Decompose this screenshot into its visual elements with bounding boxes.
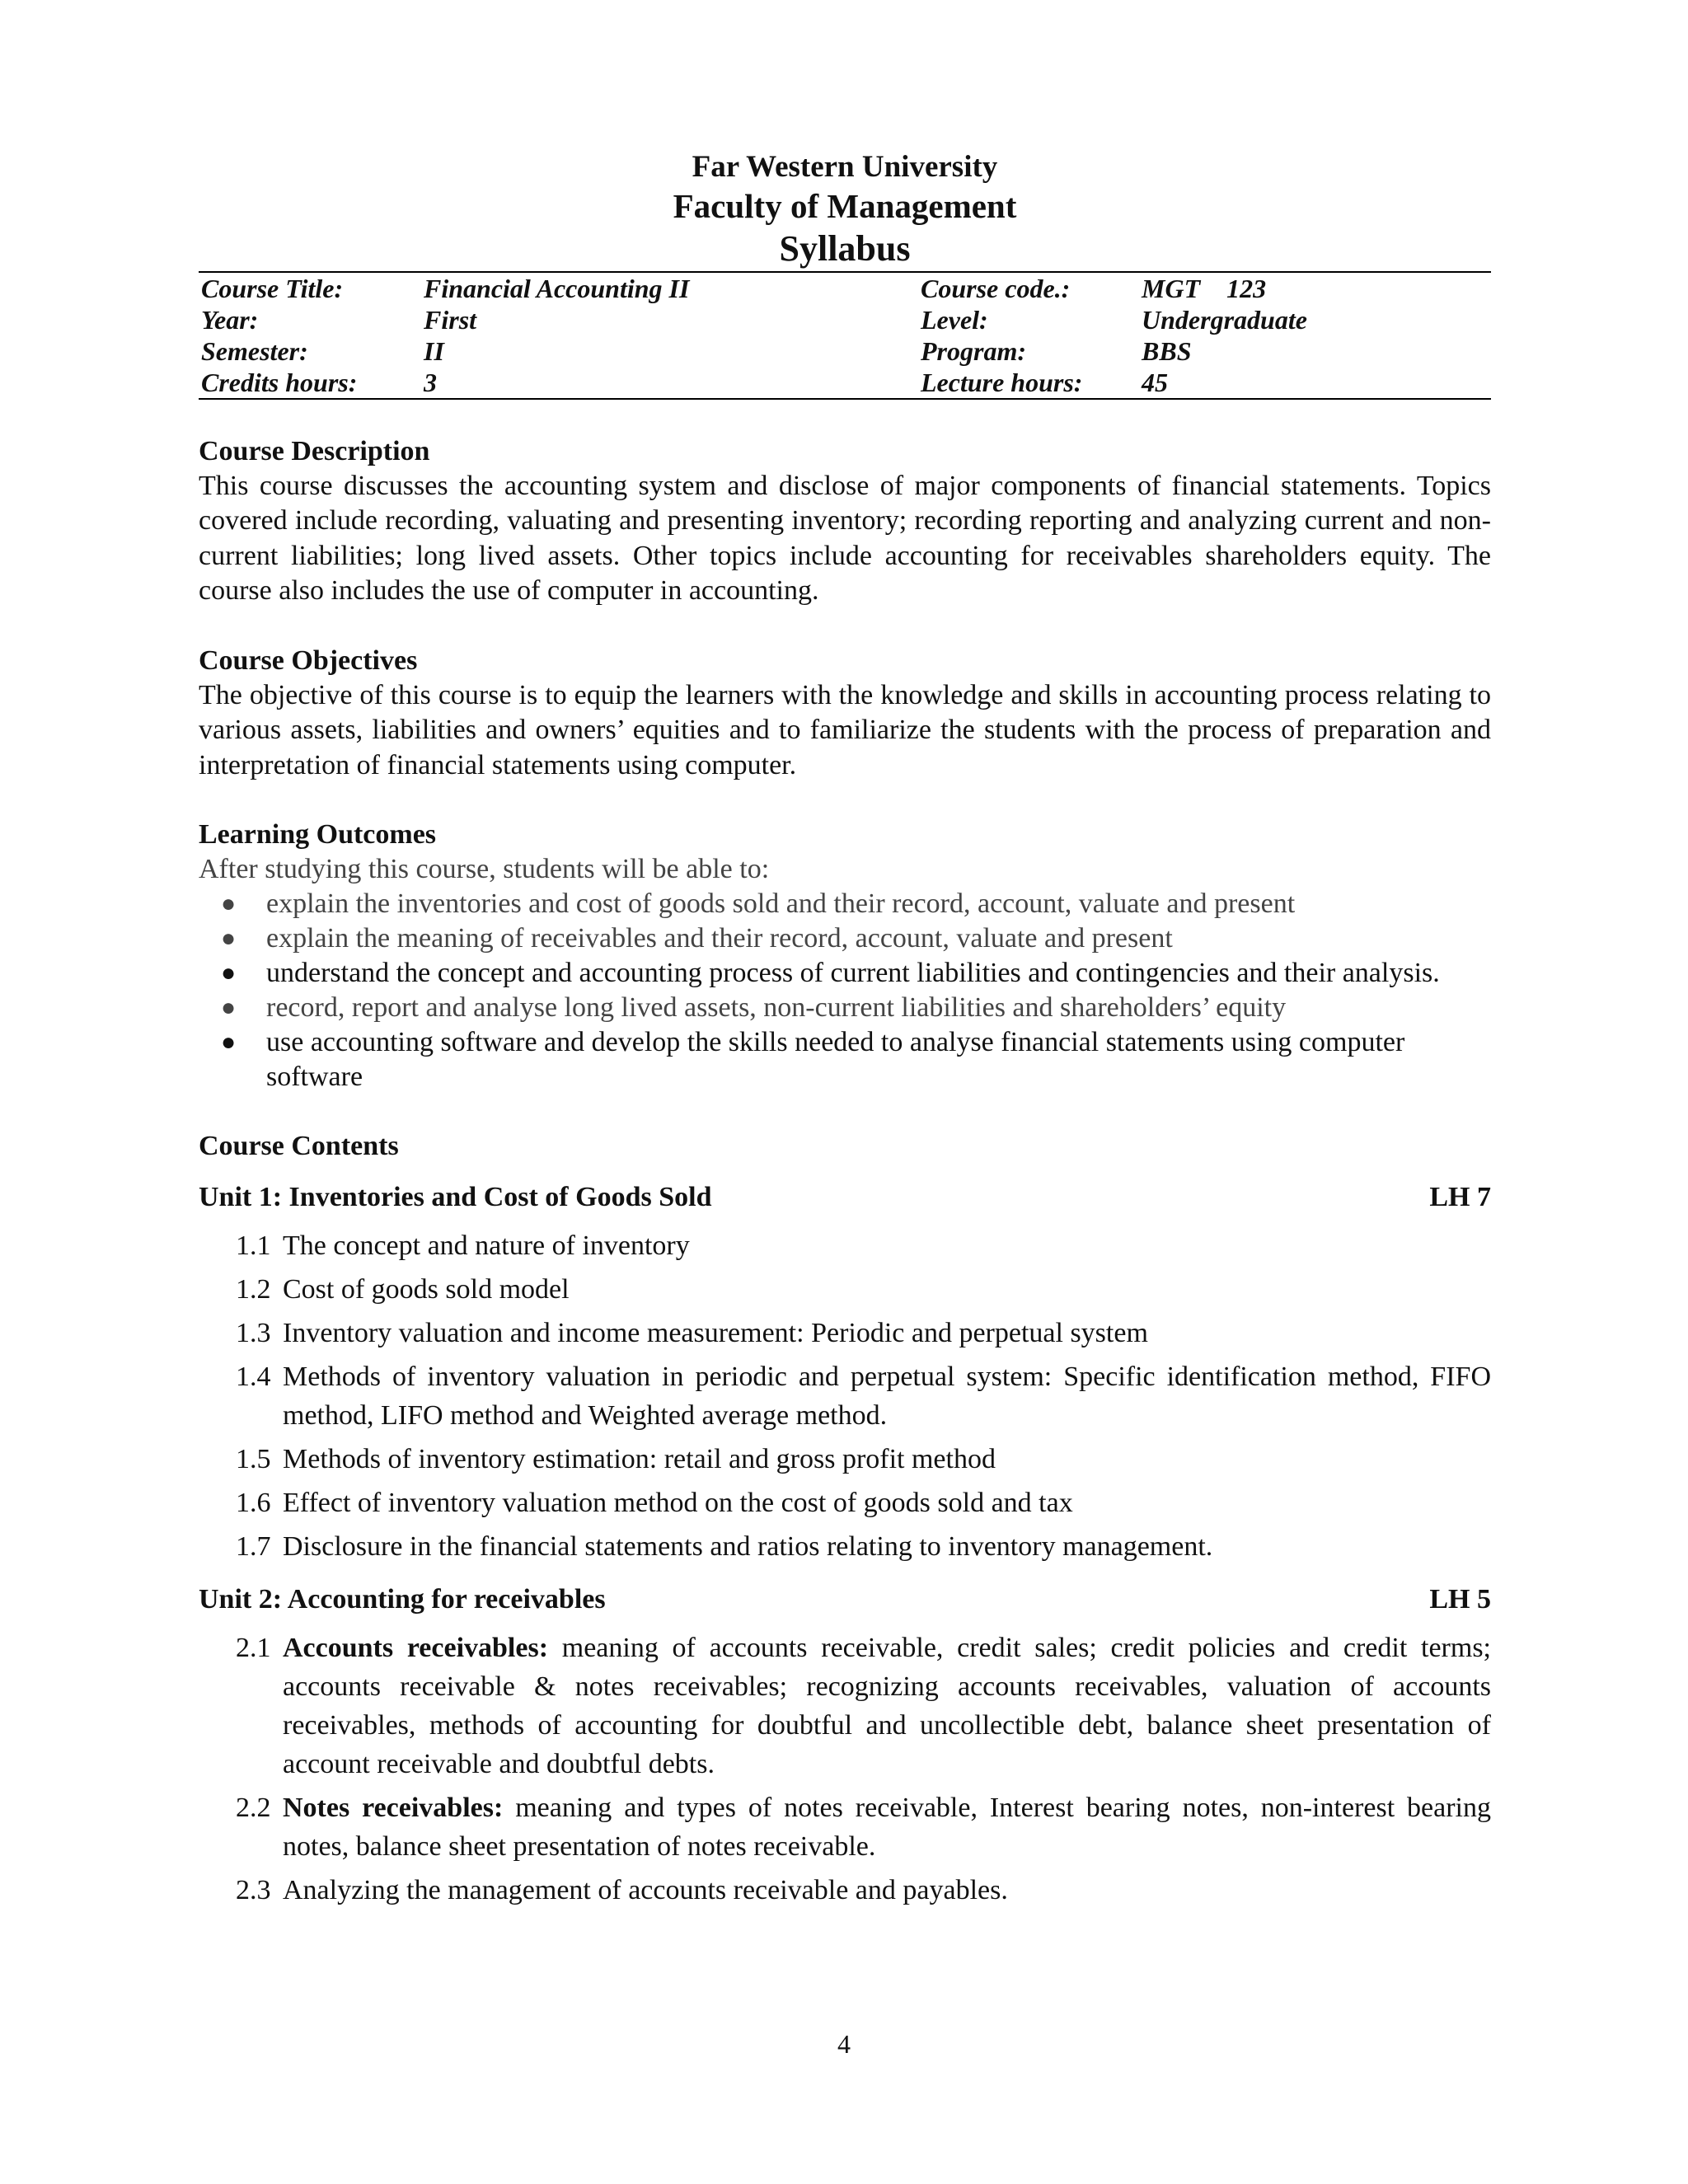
learning-outcomes-intro: After studying this course, students will be able to: <box>199 854 770 885</box>
learning-outcomes-title: Learning Outcomes <box>199 819 437 851</box>
item-text: Disclosure in the financial statements and ratios relating to inventory management. <box>283 1531 1213 1563</box>
course-contents-section <box>199 1129 1491 1910</box>
item-lead: Notes receivables: <box>283 1793 504 1824</box>
document-type: Syllabus <box>779 228 911 269</box>
item-number: 1.3 <box>236 1318 271 1349</box>
item-lead: Accounts receivables: <box>283 1633 549 1664</box>
lecture-hours-label: Lecture hours: <box>921 367 1083 397</box>
course-info-table <box>199 271 1491 400</box>
bullet-icon: ● <box>221 925 237 953</box>
list-item <box>199 1270 1491 1309</box>
list-item-text: record, report and analyse long lived assets, non-current liabilities and shareholders’ equity <box>266 992 1287 1024</box>
item-number: 1.7 <box>236 1531 271 1563</box>
item-number: 2.2 <box>236 1793 271 1824</box>
item-number: 1.6 <box>236 1488 271 1519</box>
course-title-value: Financial Accounting II <box>424 273 690 303</box>
item-text: Cost of goods sold model <box>283 1274 570 1305</box>
page-number: 4 <box>837 2029 851 2059</box>
course-objectives-title: Course Objectives <box>199 644 418 676</box>
info-row <box>199 335 1491 367</box>
item-text: The concept and nature of inventory <box>283 1230 690 1262</box>
bullet-icon: ● <box>221 1029 237 1057</box>
course-code-label: Course code.: <box>921 273 1071 303</box>
university-name: Far Western University <box>692 150 998 184</box>
item-text: Inventory valuation and income measurement: Periodic and perpetual system <box>283 1318 1148 1349</box>
list-item <box>199 1788 1491 1866</box>
year-value: First <box>424 304 477 335</box>
bullet-icon: ● <box>221 959 237 987</box>
item-body: meaning and types of notes receivable, Interest bearing notes, non-interest bearing notes, balance sheet presentation of notes receivable. <box>283 1793 1491 1863</box>
course-code-text: MGT 123 <box>1142 273 1267 303</box>
list-item <box>199 991 1491 1025</box>
document-header <box>199 148 1491 271</box>
list-item <box>199 1357 1491 1435</box>
list-item <box>199 1483 1491 1522</box>
bullet-icon: ● <box>221 890 237 918</box>
learning-outcomes-list <box>199 887 1491 1094</box>
item-text: Methods of inventory estimation: retail and gross profit method <box>283 1444 996 1475</box>
list-item-text: explain the meaning of receivables and their record, account, valuate and present <box>266 923 1173 954</box>
list-item <box>199 1025 1491 1094</box>
info-row <box>199 367 1491 399</box>
credits-value: 3 <box>424 367 437 397</box>
course-description-title: Course Description <box>199 435 430 466</box>
lecture-hours-value: 45 <box>1142 367 1168 397</box>
semester-value: II <box>424 335 444 366</box>
item-body: Analyzing the management of accounts receivable and payables. <box>283 1875 1008 1906</box>
bullet-icon: ● <box>221 994 237 1022</box>
info-row <box>199 272 1491 304</box>
list-item <box>199 887 1491 921</box>
course-description-section <box>199 434 1491 609</box>
level-label: Level: <box>921 304 988 335</box>
list-item <box>199 1629 1491 1783</box>
list-item <box>199 1527 1491 1566</box>
unit-1-items <box>199 1226 1491 1566</box>
list-item <box>199 921 1491 956</box>
unit-2-hours: LH 5 <box>1429 1584 1491 1615</box>
course-description-text: This course discusses the accounting system and disclose of major components of financial statements. Topics covered include recording, valuating and presenting inventory; recording reporting and analyzing current and non-current liabilities; long lived assets. Other topics include accounting for receivables shareholders equity. The course also includes the use of computer in accounting. <box>199 470 1491 607</box>
item-number: 1.1 <box>236 1230 271 1262</box>
item-number: 1.4 <box>236 1361 271 1393</box>
syllabus-page <box>199 148 1491 1915</box>
level-value: Undergraduate <box>1142 304 1307 335</box>
unit-1-heading <box>199 1180 1491 1215</box>
unit-1-title: Unit 1: Inventories and Cost of Goods Sold <box>199 1182 712 1213</box>
item-text: Effect of inventory valuation method on the cost of goods sold and tax <box>283 1488 1073 1519</box>
course-contents-title: Course Contents <box>199 1131 399 1162</box>
learning-outcomes-section <box>199 818 1491 1094</box>
course-objectives-section <box>199 644 1491 784</box>
course-code-value <box>1139 272 1491 304</box>
list-item <box>199 1226 1491 1265</box>
list-item <box>199 1314 1491 1352</box>
course-objectives-text: The objective of this course is to equip the learners with the knowledge and skills in accounting process relating to various assets, liabilities and owners’ equities and to familiarize the students with the process of preparation and interpretation of financial statements using computer. <box>199 679 1491 780</box>
list-item <box>199 1440 1491 1479</box>
semester-label: Semester: <box>201 335 308 366</box>
year-label: Year: <box>201 304 259 335</box>
item-number: 1.2 <box>236 1274 271 1305</box>
unit-2-items <box>199 1629 1491 1910</box>
program-value: BBS <box>1142 335 1192 366</box>
credits-label: Credits hours: <box>201 367 358 397</box>
program-label: Program: <box>921 335 1026 366</box>
course-title-label: Course Title: <box>201 273 344 303</box>
unit-1-hours: LH 7 <box>1429 1182 1491 1213</box>
faculty-name: Faculty of Management <box>673 187 1017 226</box>
item-body: meaning of accounts receivable, credit sales; credit policies and credit terms; accounts receivable & notes receivables; recognizing accounts receivables, valuation of accounts receivables, methods of accounting for doubtful and uncollectible debt, balance sheet presentation of account receivable and doubtful debts. <box>283 1633 1491 1780</box>
item-number: 2.1 <box>236 1633 271 1664</box>
list-item-text: use accounting software and develop the skills needed to analyse financial statements using computer software <box>266 1027 1405 1093</box>
item-number: 2.3 <box>236 1875 271 1906</box>
list-item <box>199 1871 1491 1910</box>
list-item <box>199 956 1491 991</box>
unit-2-heading <box>199 1582 1491 1617</box>
item-text <box>283 1629 1491 1783</box>
item-number: 1.5 <box>236 1444 271 1475</box>
list-item-text: explain the inventories and cost of goods sold and their record, account, valuate and present <box>266 888 1296 920</box>
list-item-text: understand the concept and accounting process of current liabilities and contingencies and their analysis. <box>266 958 1440 989</box>
info-row <box>199 304 1491 335</box>
unit-2-title: Unit 2: Accounting for receivables <box>199 1584 606 1615</box>
item-text <box>283 1788 1491 1866</box>
item-text: Methods of inventory valuation in periodic and perpetual system: Specific identification method, FIFO method, LIFO method and Weighted average method. <box>283 1361 1491 1432</box>
item-text <box>283 1871 1491 1910</box>
